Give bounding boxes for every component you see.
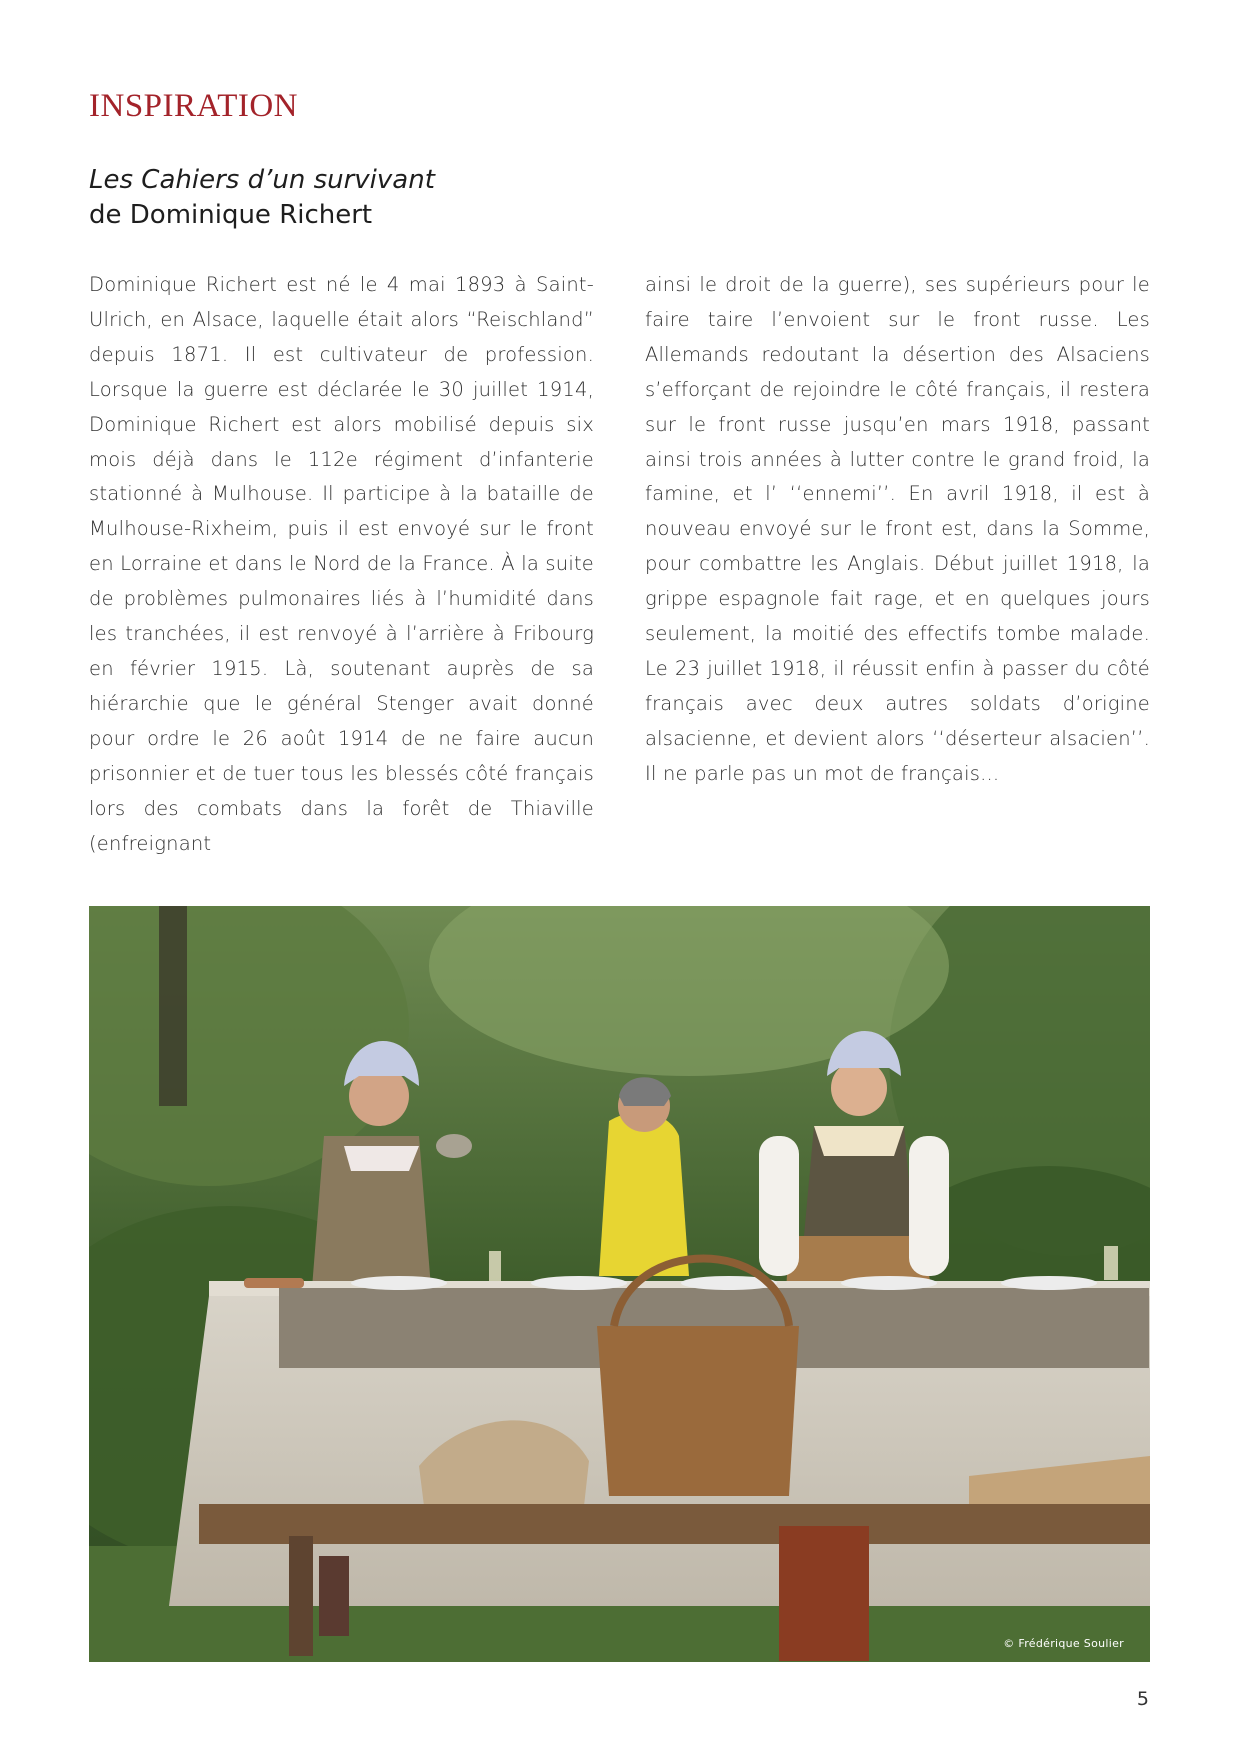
photo-credit: © Frédérique Soulier <box>1003 1637 1124 1650</box>
article-title <box>89 163 435 233</box>
author-line: de Dominique Richert <box>89 200 373 230</box>
book-title: Les Cahiers d’un survivant <box>89 165 435 195</box>
body-column-right: ainsi le droit de la guerre), ses supérieurs pour le faire taire l’envoient sur le front russe. Les Allemands redoutant la désertion des Alsaciens s’efforçant de rejoindre le côté français, il restera sur le front russe jusqu’en mars 1918, passant ainsi trois années à lutter contre le grand froid, la famine, et l’ ‘‘ennemi’’. En avril 1918, il est à nouveau envoyé sur le front est, dans la Somme, pour combattre les Anglais. Début juillet 1918, la grippe espagnole fait rage, et en quelques jours seulement, la moitié des effectifs tombe malade. Le 23 juillet 1918, il réussit enfin à passer du côté français avec deux autres soldats d’origine alsacienne, et devient alors ‘‘déserteur alsacien’’. Il ne parle pas un mot de français... <box>645 273 1150 785</box>
section-title: INSPIRATION <box>89 88 299 124</box>
body-column-left: Dominique Richert est né le 4 mai 1893 à Saint-Ulrich, en Alsace, laquelle était alors “Reischland” depuis 1871. Il est cultivateur de profession. Lorsque la guerre est déclarée le 30 juillet 1914, Dominique Richert est alors mobilisé depuis six mois déjà dans le 112e régiment d’infanterie stationné à Mulhouse. Il participe à la bataille de Mulhouse-Rixheim, puis il est envoyé sur le front en Lorraine et dans le Nord de la France. À la suite de problèmes pulmonaires liés à l’humidité dans les tranchées, il est renvoyé à l’arrière à Fribourg en février 1915. Là, soutenant auprès de sa hiérarchie que le général Stenger avait donné pour ordre le 26 août 1914 de ne faire aucun prisonnier et de tuer tous les blessés côté français lors des combats dans la forêt de Thiaville (enfreignant <box>89 273 594 855</box>
photograph <box>89 906 1150 1662</box>
page-number: 5 <box>1136 1688 1149 1710</box>
body-columns <box>89 268 1150 861</box>
photo-illustration <box>89 906 1150 1662</box>
